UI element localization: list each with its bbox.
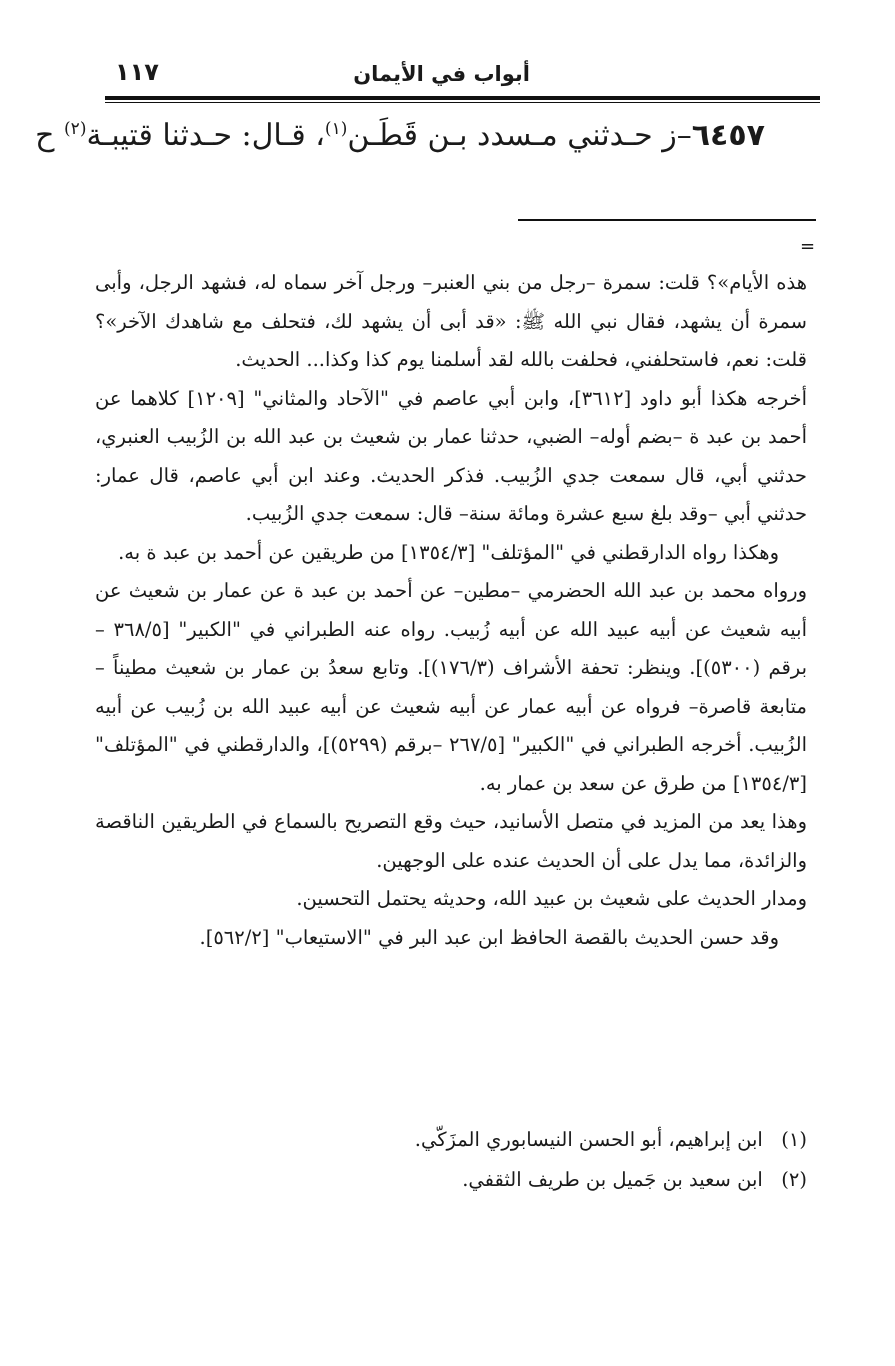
paragraph: ومدار الحديث على شعيث بن عبيد الله، وحديثه يحتمل التحسين.: [296, 887, 807, 910]
footnote-marker: (١): [781, 1128, 807, 1151]
header-title: أبواب في الأيمان: [353, 62, 530, 86]
paragraph: وقد حسن الحديث بالقصة الحافظ ابن عبد البر في "الاستيعاب" [٥٦٢/٢].: [199, 925, 779, 949]
footnote-item: [95, 1120, 807, 1160]
commentary-body: [95, 264, 807, 957]
paragraph: وهكذا رواه الدارقطني في "المؤتلف" [١٣٥٤/٣] من طريقين عن أحمد بن عبد ة به.: [118, 540, 779, 564]
paragraph: أخرجه هكذا أبو داود [٣٦١٢]، وابن أبي عاصم في "الآحاد والمثاني" [١٢٠٩] كلاهما عن أحمد بن عبد ة –بضم أوله– الضبي، حدثنا عمار بن شعيث بن عبد الله بن الزُبيب العنبري، حدثني أبي، قال سمعت جدي الزُبيب. فذكر الحديث. وعند ابن أبي عاصم، قال عمار: حدثني أبي –وقد بلغ سبع عشرة ومائة سنة– قال: سمعت جدي الزُبيب.: [95, 386, 807, 525]
footnotes: [95, 1120, 807, 1200]
paragraph: هذه الأيام»؟ قلت: سمرة –رجل من بني العنبر– ورجل آخر سماه له، فشهد الرجل، وأبى سمرة أن يشهد، فقال نبي الله ﷺ: «قد أبى أن يشهد لك، فتحلف مع شاهدك الآخر»؟ قلت: نعم، فاستحلفني، فحلفت بالله لقد أسلمنا يوم كذا وكذا... الحديث.: [95, 271, 807, 371]
header-rule-thick: [105, 96, 820, 100]
page-number: ١١٧: [115, 58, 159, 86]
running-header: [105, 56, 820, 96]
header-rule-thin: [105, 102, 820, 103]
footnote-separator-rule: [518, 219, 816, 221]
hadith-text-part2: ، قـال: حـدثنا قتيبـة: [86, 118, 325, 153]
footnote-text: ابن إبراهيم، أبو الحسن النيسابوري المزَكّي.: [414, 1128, 763, 1151]
hadith-text-part3: ح: [35, 118, 65, 153]
footnote-ref-1[interactable]: (١): [324, 119, 348, 139]
hadith-text-part1: –ز حـدثني مـسدد بـن قَطَـن: [347, 118, 692, 153]
hadith-number: ٦٤٥٧: [691, 118, 765, 153]
hadith-heading: [35, 118, 765, 153]
continuation-mark: =: [800, 236, 816, 257]
footnote-item: [95, 1160, 807, 1200]
footnote-marker: (٢): [781, 1168, 807, 1191]
paragraph: وهذا يعد من المزيد في متصل الأسانيد، حيث وقع التصريح بالسماع في الطريقين الناقصة والزائدة، مما يدل على أن الحديث عنده على الوجهين.: [95, 810, 807, 872]
footnote-ref-2[interactable]: (٢): [64, 119, 87, 139]
footnote-text: ابن سعيد بن جَميل بن طريف الثقفي.: [462, 1168, 763, 1191]
paragraph: ورواه محمد بن عبد الله الحضرمي –مطين– عن أحمد بن عبد ة عن عمار بن شعيث عن أبيه شعيث عن أبيه عبيد الله عن أبيه زُبيب. رواه عنه الطبراني في "الكبير" [٣٦٨/٥ –برقم (٥٣٠٠)]. وينظر: تحفة الأشراف (١٧٦/٣)]. وتابع سعدُ بن عمار بن شعيث مطيناً –متابعة قاصرة– فرواه عن أبيه عمار عن أبيه شعيث عن أبيه عبيد الله بن زُبيب عن أبيه الزُبيب. أخرجه الطبراني في "الكبير" [٢٦٧/٥ –برقم (٥٢٩٩)]، والدارقطني في "المؤتلف" [١٣٥٤/٣] من طرق عن سعد بن عمار به.: [95, 579, 807, 795]
